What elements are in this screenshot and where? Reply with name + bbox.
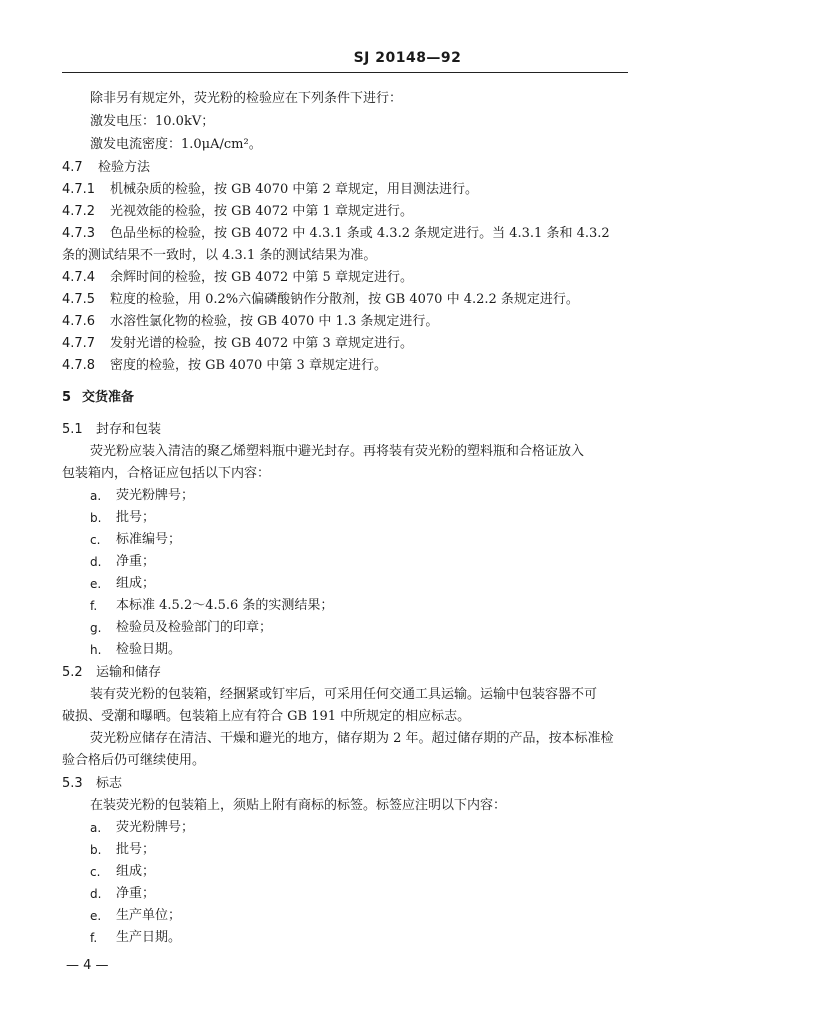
paragraph-line: 荧光粉应储存在清洁、干燥和避光的地方，储存期为 2 年。超过储存期的产品，按本标准检 bbox=[90, 731, 614, 746]
section-number: 4.7 bbox=[62, 160, 83, 175]
clause-text: 发射光谱的检验，按 GB 4072 中第 3 章规定进行。 bbox=[110, 336, 413, 351]
section-title: 标志 bbox=[96, 776, 123, 791]
list-item: 检验员及检验部门的印章； bbox=[116, 620, 273, 635]
clause-text: 机械杂质的检验，按 GB 4070 中第 2 章规定，用目测法进行。 bbox=[110, 182, 478, 197]
list-item: 标准编号； bbox=[116, 532, 182, 547]
list-item: 荧光粉牌号； bbox=[116, 820, 195, 835]
document-code-header: SJ 20148—92 bbox=[353, 50, 462, 66]
section-number: 5.1 bbox=[62, 422, 83, 437]
clause-text: 密度的检验，按 GB 4070 中第 3 章规定进行。 bbox=[110, 358, 387, 373]
list-item: 检验日期。 bbox=[116, 642, 182, 657]
intro-line: 除非另有规定外，荧光粉的检验应在下列条件下进行： bbox=[90, 91, 403, 106]
list-marker: f. bbox=[90, 931, 98, 945]
section-title: 封存和包装 bbox=[96, 422, 162, 437]
list-item: 批号； bbox=[116, 510, 156, 525]
clause-text: 粒度的检验，用 0.2%六偏磷酸钠作分散剂，按 GB 4070 中 4.2.2 条规定进行。 bbox=[110, 292, 579, 307]
list-marker: e. bbox=[90, 909, 102, 923]
list-marker: a. bbox=[90, 489, 102, 503]
clause-text-continued: 条的测试结果不一致时，以 4.3.1 条的测试结果为准。 bbox=[62, 248, 377, 263]
paragraph-line: 验合格后仍可继续使用。 bbox=[62, 753, 206, 768]
list-marker: c. bbox=[90, 865, 101, 879]
clause-number: 4.7.4 bbox=[62, 270, 96, 285]
list-marker: b. bbox=[90, 843, 102, 857]
clause-text: 水溶性氯化物的检验，按 GB 4070 中 1.3 条规定进行。 bbox=[110, 314, 439, 329]
list-item: 批号； bbox=[116, 842, 156, 857]
list-marker: b. bbox=[90, 511, 102, 525]
clause-number: 4.7.6 bbox=[62, 314, 96, 329]
page-number: — 4 — bbox=[66, 958, 109, 973]
chapter-title: 交货准备 bbox=[82, 390, 135, 405]
header-rule bbox=[62, 72, 628, 73]
section-title: 检验方法 bbox=[98, 160, 151, 175]
list-item: 组成； bbox=[116, 576, 156, 591]
list-item: 生产日期。 bbox=[116, 930, 182, 945]
paragraph-line: 包装箱内，合格证应包括以下内容： bbox=[62, 466, 271, 481]
clause-number: 4.7.7 bbox=[62, 336, 96, 351]
intro-line: 激发电流密度：1.0μA/cm²。 bbox=[90, 137, 262, 152]
list-item: 净重； bbox=[116, 886, 156, 901]
list-marker: h. bbox=[90, 643, 102, 657]
clause-text: 余辉时间的检验，按 GB 4072 中第 5 章规定进行。 bbox=[110, 270, 413, 285]
paragraph-line: 装有荧光粉的包装箱，经捆紧或钉牢后，可采用任何交通工具运输。运输中包装容器不可 bbox=[90, 687, 598, 702]
chapter-number: 5 bbox=[62, 390, 72, 405]
section-number: 5.2 bbox=[62, 665, 83, 680]
clause-number: 4.7.5 bbox=[62, 292, 96, 307]
paragraph-line: 破损、受潮和曝晒。包装箱上应有符合 GB 191 中所规定的相应标志。 bbox=[62, 709, 471, 724]
list-marker: a. bbox=[90, 821, 102, 835]
clause-number: 4.7.1 bbox=[62, 182, 96, 197]
clause-text: 光视效能的检验，按 GB 4072 中第 1 章规定进行。 bbox=[110, 204, 413, 219]
list-item: 生产单位； bbox=[116, 908, 182, 923]
paragraph-line: 荧光粉应装入清洁的聚乙烯塑料瓶中避光封存。再将装有荧光粉的塑料瓶和合格证放入 bbox=[90, 444, 585, 459]
clause-number: 4.7.8 bbox=[62, 358, 96, 373]
list-marker: f. bbox=[90, 599, 98, 613]
list-marker: g. bbox=[90, 621, 102, 635]
list-item: 荧光粉牌号； bbox=[116, 488, 195, 503]
list-marker: c. bbox=[90, 533, 101, 547]
list-marker: d. bbox=[90, 887, 102, 901]
list-marker: e. bbox=[90, 577, 102, 591]
clause-number: 4.7.3 bbox=[62, 226, 96, 241]
list-item: 本标准 4.5.2～4.5.6 条的实测结果； bbox=[116, 598, 334, 613]
list-item: 组成； bbox=[116, 864, 156, 879]
list-marker: d. bbox=[90, 555, 102, 569]
clause-text: 色品坐标的检验，按 GB 4072 中 4.3.1 条或 4.3.2 条规定进行。当 4.3.1 条和 4.3.2 bbox=[110, 226, 610, 241]
section-title: 运输和储存 bbox=[96, 665, 162, 680]
section-number: 5.3 bbox=[62, 776, 83, 791]
clause-number: 4.7.2 bbox=[62, 204, 96, 219]
list-item: 净重； bbox=[116, 554, 156, 569]
paragraph-line: 在装荧光粉的包装箱上，须贴上附有商标的标签。标签应注明以下内容： bbox=[90, 798, 507, 813]
intro-line: 激发电压：10.0kV； bbox=[90, 114, 215, 129]
